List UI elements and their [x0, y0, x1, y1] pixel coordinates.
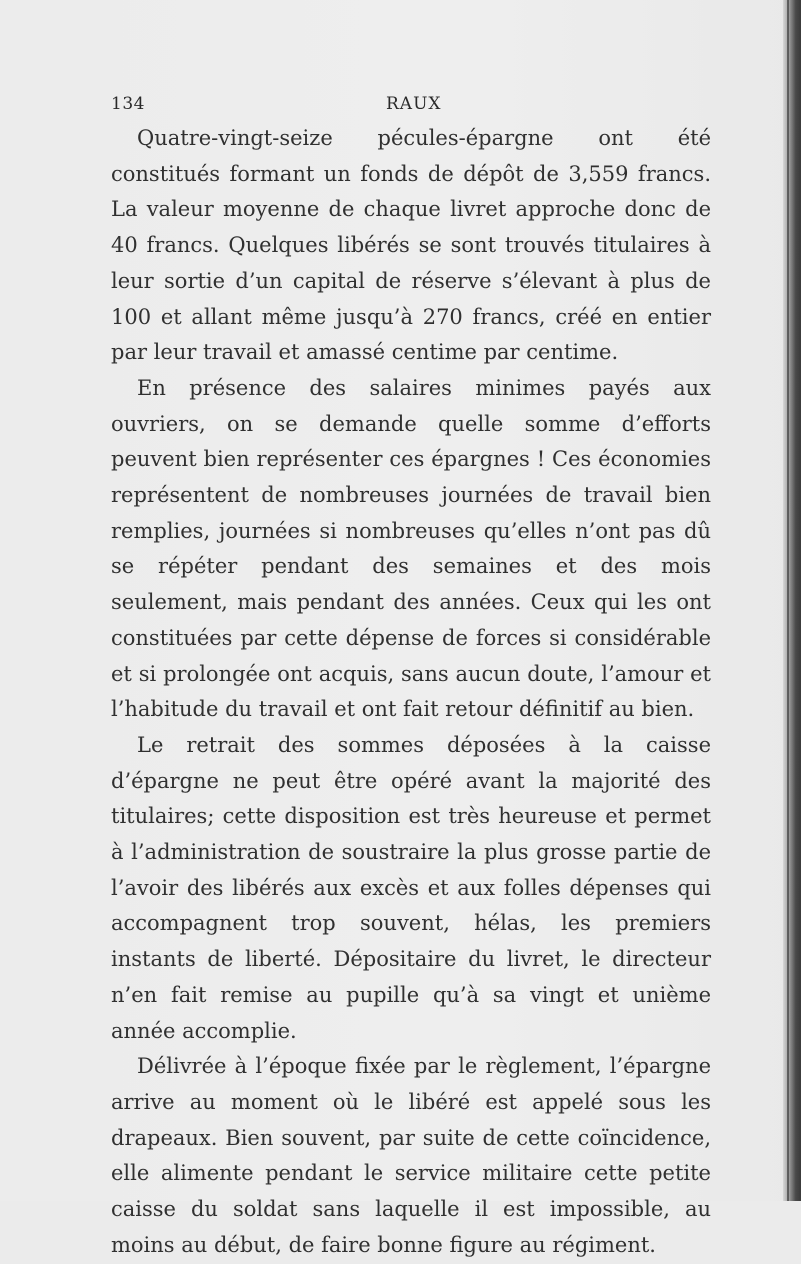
binding-shadow-line: [787, 0, 789, 1201]
paragraph: Quatre-vingt-seize pécules-épargne ont été constitués formant un fonds de dépôt de 3,559 francs. La valeur moyenne de chaque livret approche donc de 40 francs. Quelques libérés se sont trouvés titulaires à leur sortie d’un capital de réserve s’élevant à plus de 100 et allant même jusqu’à 270 francs, créé en entier par leur travail et amassé centime par centime.: [111, 126, 711, 365]
running-title: RAUX: [386, 94, 442, 114]
paragraph: Le retrait des sommes déposées à la caisse d’épargne ne peut être opéré avant la majorité des titulaires; cette disposition est très heureuse et permet à l’administration de soustraire la plus grosse partie de l’avoir des libérés aux excès et aux folles dépenses qui accompagnent trop souvent, hélas, les premiers instants de liberté. Dépositaire du livret, le directeur n’en fait remise au pupille qu’à sa vingt et unième année accomplie.: [111, 732, 711, 1043]
binding-edge: [783, 0, 801, 1201]
paragraph: En présence des salaires minimes payés aux ouvriers, on se demande quelle somme d’efforts peuvent bien représenter ces épargnes ! Ces économies représentent de nombreuses journées de travail bien remplies, journées si nombreuses qu’elles n’ont pas dû se répéter pendant des semaines et des mois seulement, mais pendant des années. Ceux qui les ont constituées par cette dépense de forces si considérable et si prolongée ont acquis, sans aucun doute, l’amour et l’habitude du travail et ont fait retour définitif au bien.: [111, 375, 711, 722]
paragraph: Délivrée à l’époque fixée par le règlement, l’épargne arrive au moment où le libéré est appelé sous les drapeaux. Bien souvent, par suite de cette coïncidence, elle alimente pendant le service militaire cette petite caisse du soldat sans laquelle il est impossible, au moins au début, de faire bonne figure au régiment.: [111, 1054, 711, 1257]
page-number: 134: [111, 94, 145, 114]
body-text: [111, 121, 711, 1264]
running-head: [0, 94, 783, 120]
